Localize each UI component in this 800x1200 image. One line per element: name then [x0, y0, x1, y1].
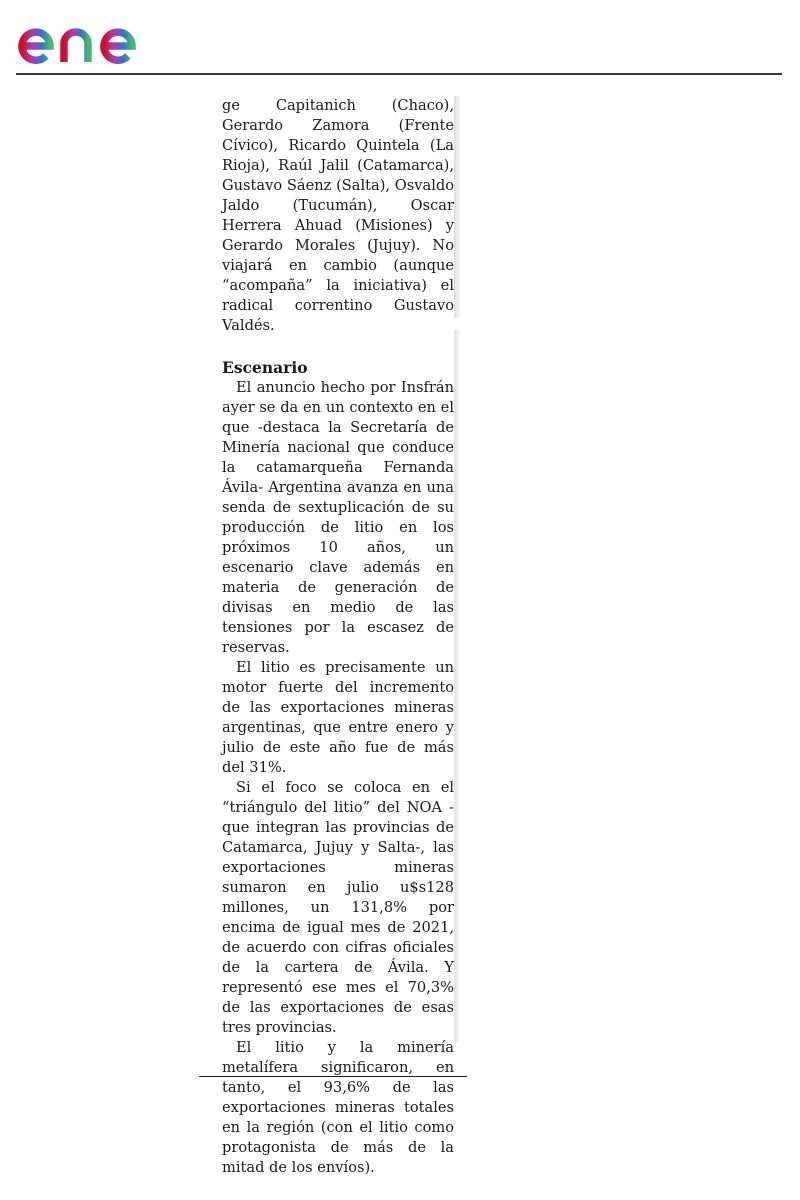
article-paragraph: El litio es precisamente un motor fuerte del incremento de las exportaciones mineras argentinas, que entre enero y julio de este año fue de más del 31%.: [222, 659, 454, 776]
article-column: [222, 96, 454, 1178]
column-shadow: [454, 330, 460, 1042]
article-paragraph: El anuncio hecho por Insfrán ayer se da en un contexto en el que -destaca la Secretaría de Minería nacional que conduce la catamarqueña Fernanda Ávila- Argentina avanza en una senda de sextuplicación de su producción de litio en los próximos 10 años, un escenario clave además en materia de generación de divisas en medio de las tensiones por la escasez de reservas.: [222, 379, 454, 656]
article-paragraph: Si el foco se coloca en el “triángulo del litio” del NOA -que integran las provincias de Catamarca, Jujuy y Salta-, las exportaciones mineras sumaron en julio u$s128 millones, un 131,8% por encima de igual mes de 2021, de acuerdo con cifras oficiales de la cartera de Ávila. Y representó ese mes el 70,3% de las exportaciones de esas tres provincias.: [222, 779, 454, 1036]
end-divider: [199, 1076, 467, 1077]
enel-logo: [16, 6, 176, 68]
section-title: Escenario: [222, 358, 308, 377]
header-divider: [16, 73, 782, 75]
article-paragraph: El litio y la minería metalífera significaron, en tanto, el 93,6% de las exportaciones mineras totales en la región (con el litio como protagonista de más de la mitad de los envíos).: [222, 1039, 454, 1176]
intro-paragraph: ge Capitanich (Chaco), Gerardo Zamora (Frente Cívico), Ricardo Quintela (La Rioja), Raúl Jalil (Catamarca), Gustavo Sáenz (Salta), Osvaldo Jaldo (Tucumán), Oscar Herrera Ahuad (Misiones) y Gerardo Morales (Jujuy). No viajará en cambio (aunque “acompaña” la iniciativa) el radical correntino Gustavo Valdés.: [222, 97, 454, 334]
column-shadow: [454, 96, 460, 318]
